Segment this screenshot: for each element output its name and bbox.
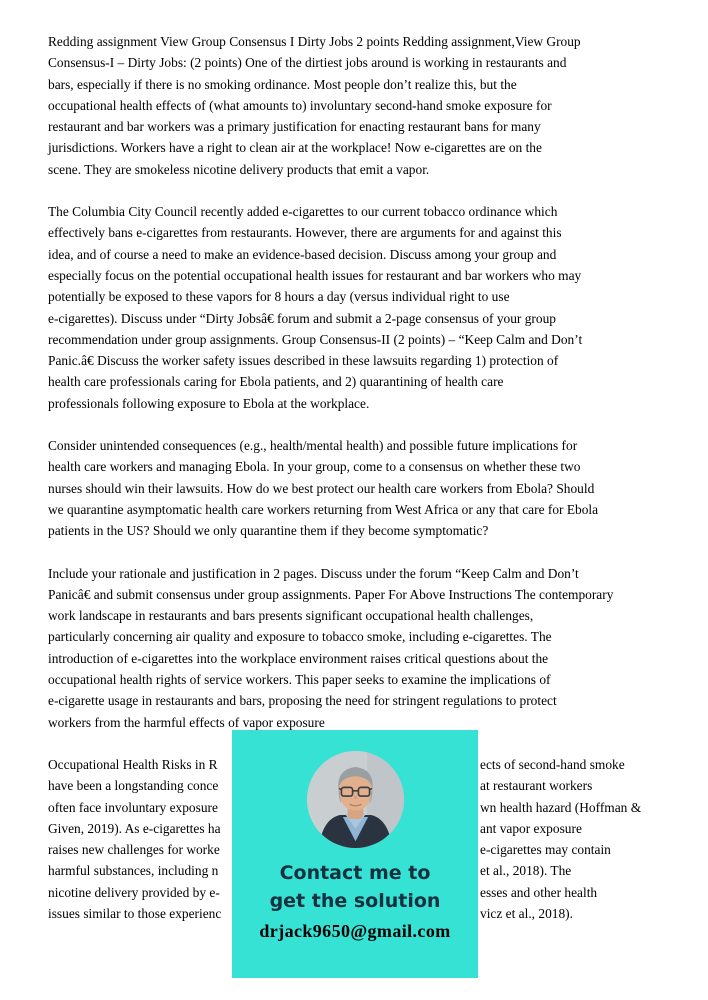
text-line: patients in the US? Should we only quarantine them if they become symptomatic? — [48, 523, 489, 539]
text-line: health care professionals caring for Ebola patients, and 2) quarantining of health care — [48, 374, 504, 390]
text-line: we quarantine asymptomatic health care workers returning from West Africa or any that care for Ebola — [48, 501, 599, 517]
tutor-portrait-photo — [307, 751, 404, 848]
text-fragment-right: wn health hazard (Hoffman & — [480, 799, 642, 815]
text-line: potentially be exposed to these vapors for 8 hours a day (versus individual right to use — [48, 289, 510, 305]
text-line: occupational health effects of (what amounts to) involuntary second-hand smoke exposure for — [48, 97, 552, 113]
text-fragment-left: have been a longstanding conce — [48, 778, 219, 794]
promo-heading-line-2: get the solution — [269, 890, 441, 912]
text-line: restaurant and bar workers was a primary justification for enacting restaurant bans for many — [48, 119, 541, 135]
text-line: Redding assignment View Group Consensus I Dirty Jobs 2 points Redding assignment,View Group — [48, 34, 581, 49]
text-fragment-left: nicotine delivery provided by e- — [48, 884, 220, 900]
text-line: Panicâ€ and submit consensus under group assignments. Paper For Above Instructions The contemporary — [48, 586, 614, 602]
promo-email: drjack9650@gmail.com — [259, 921, 451, 941]
text-line: workers from the harmful effects of vapor exposure — [48, 714, 325, 730]
text-line: recommendation under group assignments. Group Consensus-II (2 points) – “Keep Calm and Don’t — [48, 331, 583, 347]
text-line: bars, especially if there is no smoking ordinance. Most people don’t realize this, but the — [48, 76, 517, 92]
promo-overlay — [232, 730, 478, 978]
text-line: scene. They are smokeless nicotine delivery products that emit a vapor. — [48, 161, 430, 177]
text-fragment-left: raises new challenges for worke — [48, 842, 220, 858]
text-fragment-left: often face involuntary exposure — [48, 799, 218, 815]
text-fragment-right: ant vapor exposure — [480, 820, 582, 836]
text-line: The Columbia City Council recently added e-cigarettes to our current tobacco ordinance which — [48, 204, 558, 220]
text-line: nurses should win their lawsuits. How do we best protect our health care workers from Ebola? Should — [48, 480, 595, 496]
text-fragment-right: at restaurant workers — [480, 778, 593, 794]
paragraph — [48, 563, 662, 733]
text-line: e-cigarettes). Discuss under “Dirty Jobsâ€ forum and submit a 2-page consensus of your group — [48, 310, 556, 326]
text-fragment-right: ects of second-hand smoke — [480, 756, 625, 772]
text-line: particularly concerning air quality and exposure to tobacco smoke, including e-cigarettes. The — [48, 629, 552, 645]
promo-heading-line-1: Contact me to — [279, 862, 431, 884]
text-line: work landscape in restaurants and bars presents significant occupational health challenges, — [48, 608, 534, 624]
text-line: professionals following exposure to Ebola at the workplace. — [48, 395, 370, 411]
paragraph — [48, 435, 662, 541]
text-fragment-left: Given, 2019). As e-cigarettes ha — [48, 820, 221, 836]
text-line: health care workers and managing Ebola. In your group, come to a consensus on whether these two — [48, 459, 581, 475]
paragraph — [48, 31, 662, 180]
text-line: idea, and of course a need to make an evidence-based decision. Discuss among your group and — [48, 246, 557, 262]
paragraph — [48, 201, 662, 414]
text-line: especially focus on the potential occupational health issues for restaurant and bar workers who may — [48, 267, 582, 283]
text-fragment-right: et al., 2018). The — [480, 863, 572, 879]
text-fragment-left: Occupational Health Risks in R — [48, 756, 218, 772]
text-line: Include your rationale and justification in 2 pages. Discuss under the forum “Keep Calm and Don’t — [48, 565, 579, 581]
text-line: introduction of e-cigarettes into the workplace environment raises critical questions about the — [48, 650, 549, 666]
text-line: occupational health rights of service workers. This paper seeks to examine the implications of — [48, 672, 551, 688]
text-line: Consider unintended consequences (e.g., health/mental health) and possible future implications for — [48, 438, 578, 454]
text-line: e-cigarette usage in restaurants and bars, proposing the need for stringent regulations to protect — [48, 693, 557, 709]
text-line: effectively bans e-cigarettes from restaurants. However, there are arguments for and against this — [48, 225, 562, 241]
text-fragment-left: issues similar to those experienc — [48, 905, 222, 921]
text-fragment-right: vicz et al., 2018). — [480, 905, 573, 921]
man-with-glasses-portrait-icon — [307, 751, 404, 848]
text-fragment-right: e-cigarettes may contain — [480, 842, 611, 858]
promo-heading — [232, 859, 478, 915]
text-fragment-right: esses and other health — [480, 884, 598, 900]
text-line: Consensus-I – Dirty Jobs: (2 points) One of the dirtiest jobs around is working in restaurants and — [48, 55, 567, 71]
text-line: Panic.â€ Discuss the worker safety issues described in these lawsuits regarding 1) protection of — [48, 353, 559, 369]
text-fragment-left: harmful substances, including n — [48, 863, 219, 879]
text-line: jurisdictions. Workers have a right to clean air at the workplace! Now e-cigarettes are on the — [48, 140, 542, 156]
